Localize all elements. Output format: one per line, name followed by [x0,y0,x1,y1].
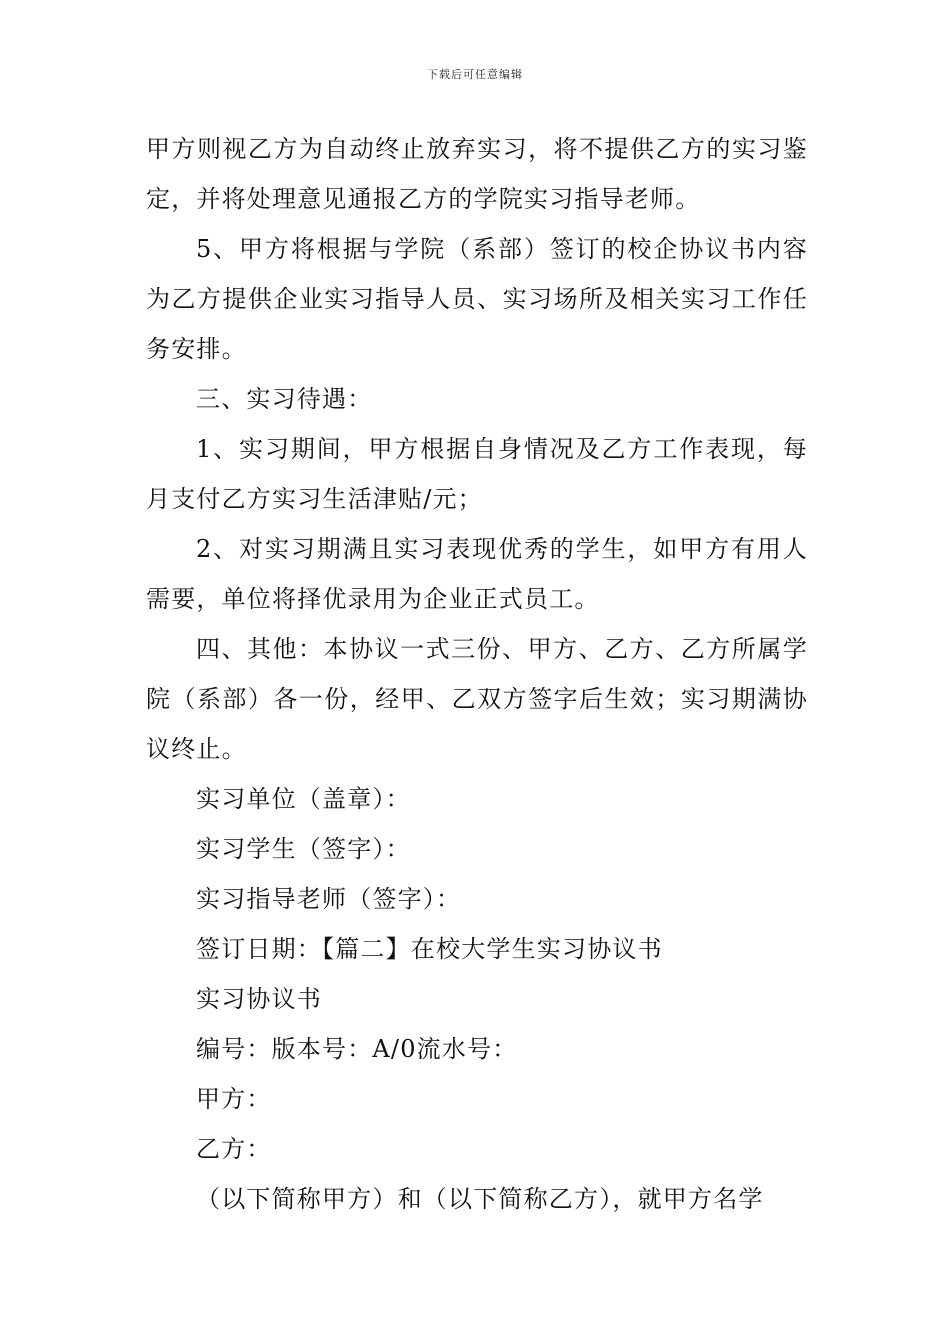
party-b-line: 乙方： [196,1135,272,1163]
signature-line-company: 实习单位（盖章）： [196,785,411,813]
paragraph-4: 2、对实习期满且实习表现优秀的学生，如甲方有用人需要，单位将择优录用为企业正式员工。 [146,535,808,613]
signing-date-line: 签订日期：【篇二】在校大学生实习协议书 [196,935,663,963]
agreement-title: 实习协议书 [196,985,322,1013]
document-number-line: 编号：版本号：A/0流水号： [196,1035,518,1063]
paragraph-1: 甲方则视乙方为自动终止放弃实习，将不提供乙方的实习鉴定，并将处理意见通报乙方的学院实习指导老师。 [146,135,808,213]
paragraph-3: 1、实习期间，甲方根据自身情况及乙方工作表现，每月支付乙方实习生活津贴/元； [146,435,808,513]
document-body [146,124,808,1224]
paragraph-5: 四、其他：本协议一式三份、甲方、乙方、乙方所属学院（系部）各一份，经甲、乙双方签字后生效；实习期满协议终止。 [146,635,808,763]
party-a-line: 甲方： [196,1085,272,1113]
page-header: 下载后可任意编辑 [427,68,523,81]
section-heading-treatment: 三、实习待遇： [196,385,373,413]
signature-line-advisor: 实习指导老师（签字）： [196,885,462,913]
paragraph-2: 5、甲方将根据与学院（系部）签订的校企协议书内容为乙方提供企业实习指导人员、实习场所及相关实习工作任务安排。 [146,235,808,363]
paragraph-6: （以下简称甲方）和（以下简称乙方），就甲方名学 [196,1185,764,1213]
signature-line-student: 实习学生（签字）： [196,835,411,863]
